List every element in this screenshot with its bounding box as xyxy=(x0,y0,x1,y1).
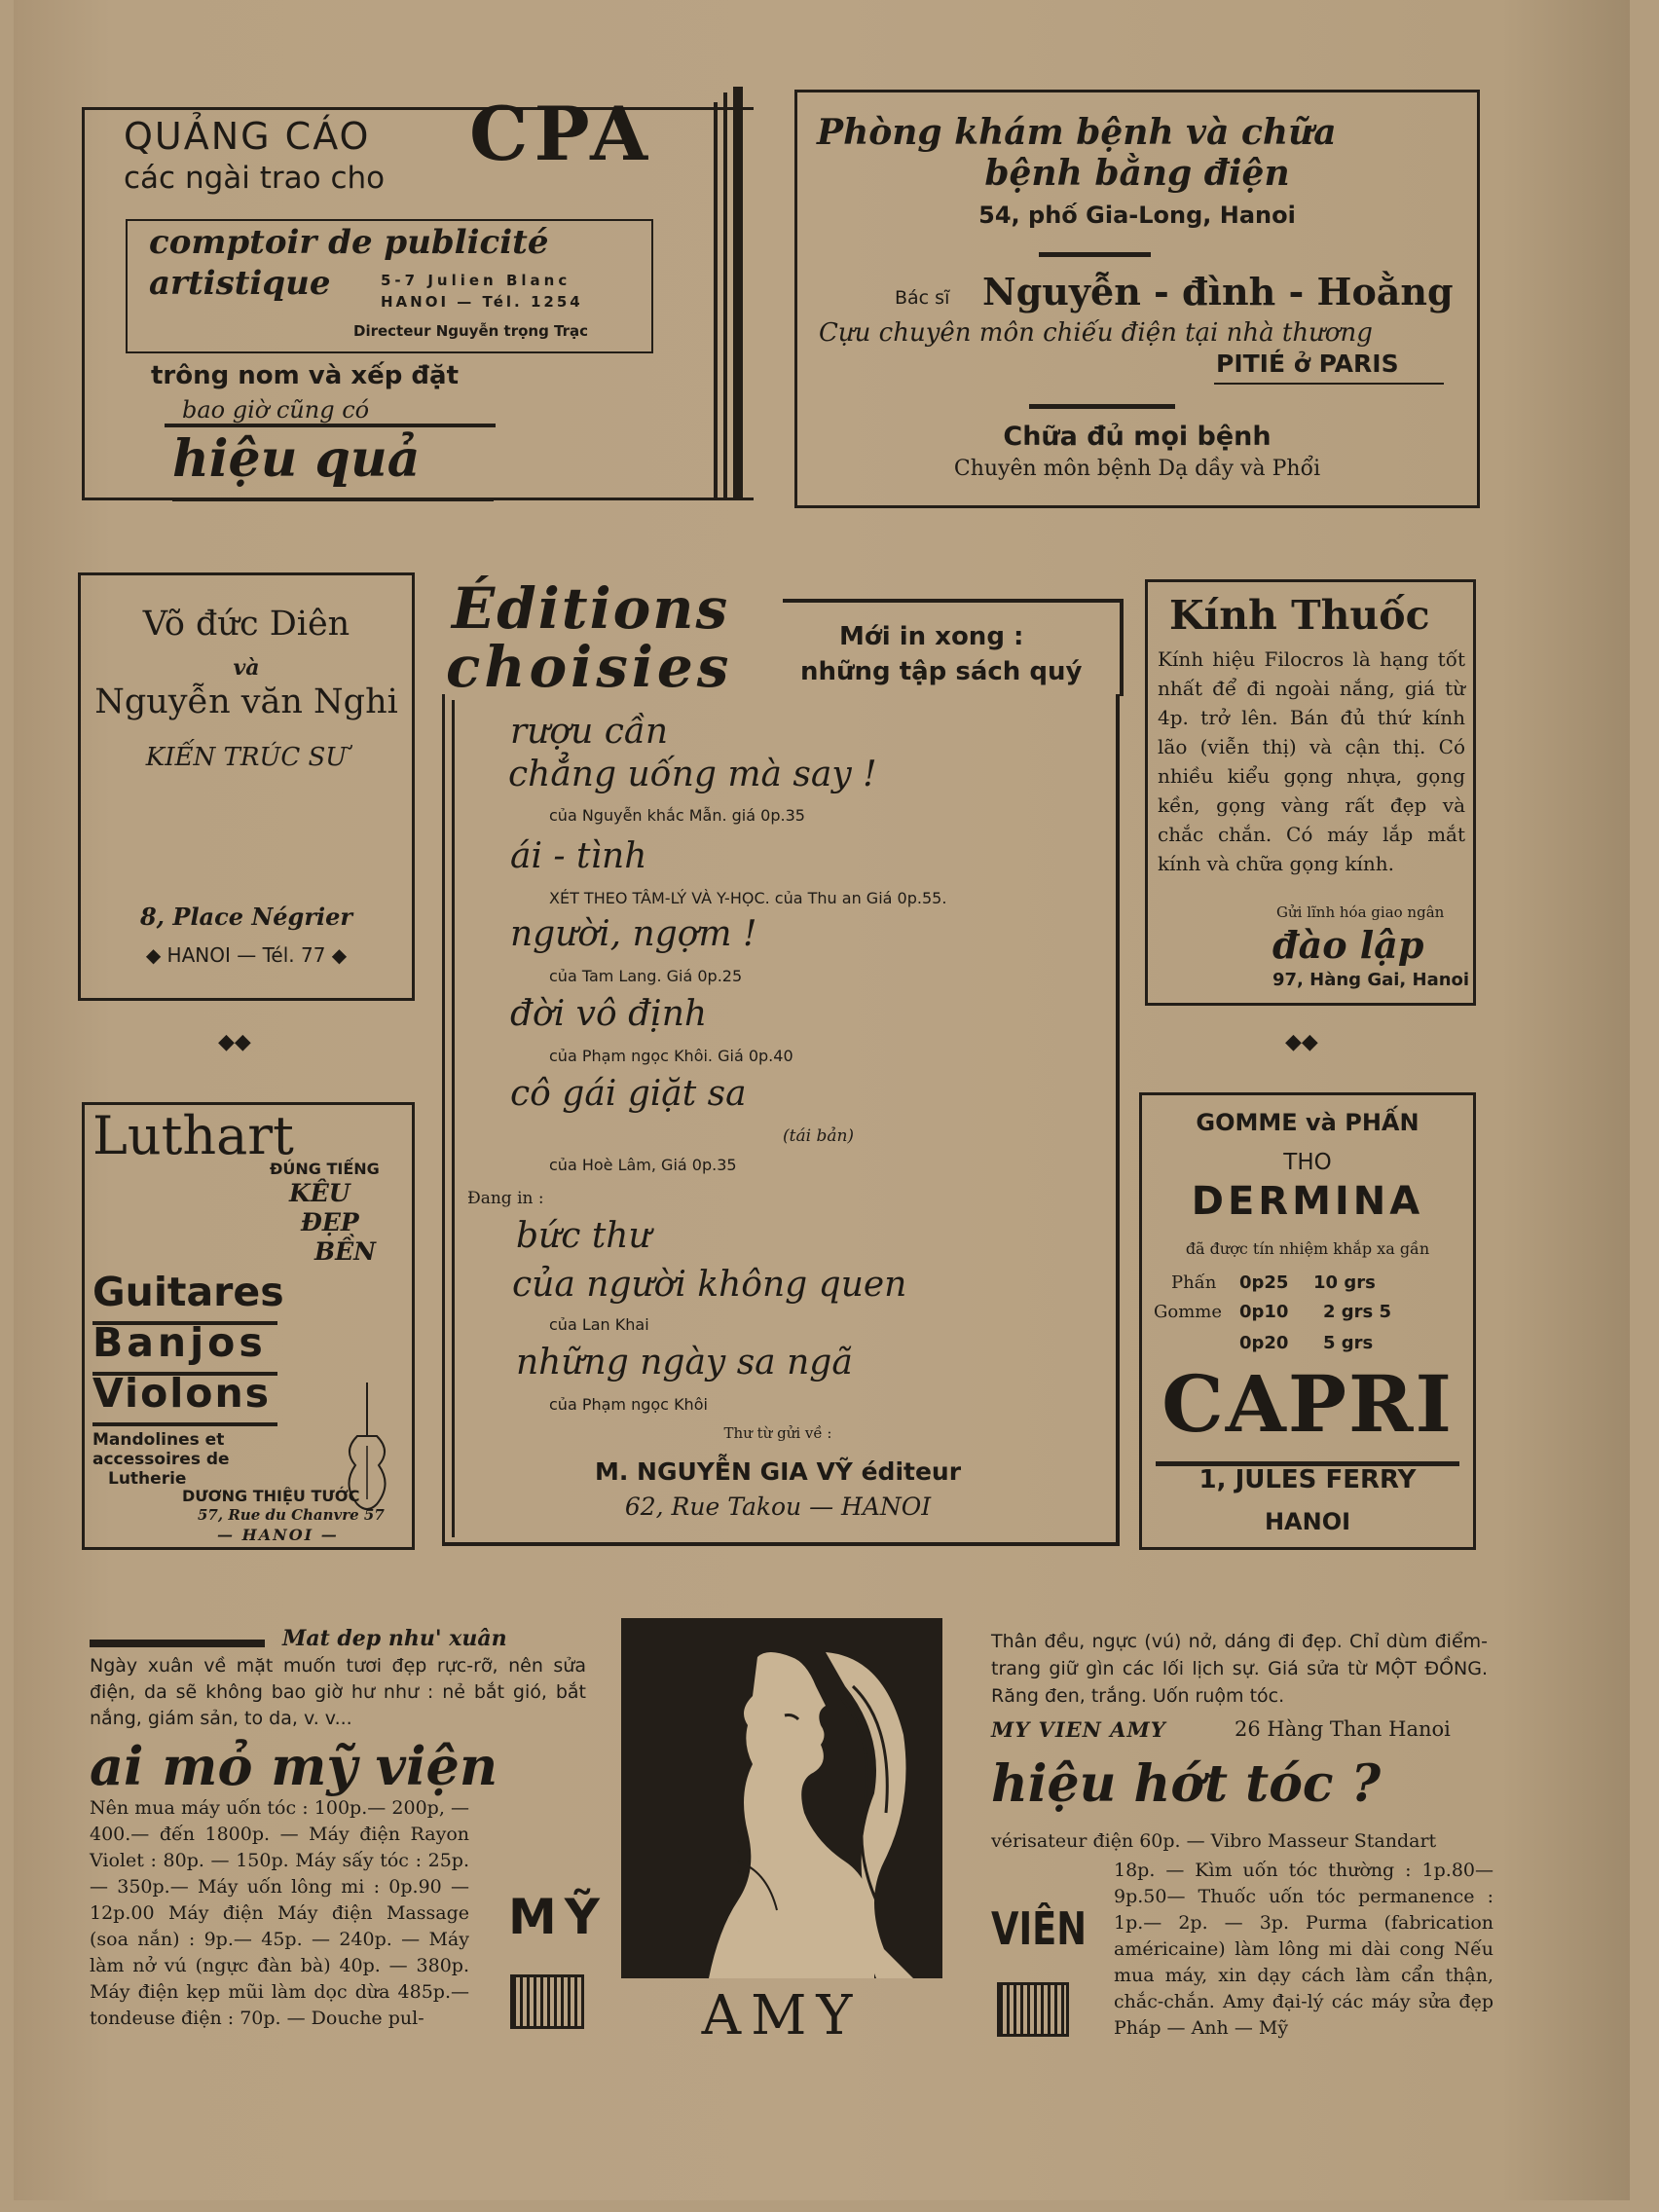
book-3-author: XÉT THEO TÂM-LÝ VÀ Y-HỌC. của Thu an Giá 0p.55. xyxy=(549,889,947,907)
luthart-item-3: Violons xyxy=(92,1370,272,1417)
editions-publisher: M. NGUYỄN GIA VỸ éditeur xyxy=(594,1457,962,1486)
dermina-price-2-label: Gomme xyxy=(1154,1302,1223,1322)
cpa-side-bar-3 xyxy=(733,87,743,499)
clinic-hospital: PITIÉ ở PARIS xyxy=(1216,350,1399,378)
cpa-side-bar-2 xyxy=(723,92,727,499)
clinic-doctor: Nguyễn - đình - Hoằng xyxy=(982,270,1454,313)
clinic-focus: Chuyên môn bệnh Dạ dầy và Phổi xyxy=(953,457,1321,481)
upcoming-2-title: của người không quen xyxy=(512,1265,907,1305)
architect-address: 8, Place Négrier xyxy=(139,903,353,931)
luthart-address: 57, Rue du Chanvre 57 xyxy=(198,1506,385,1524)
luthart-extra-2: accessoires de xyxy=(92,1450,230,1469)
cpa-inner-box xyxy=(126,219,653,353)
amy-right-vertical: VIÊN xyxy=(991,1902,1088,1955)
editions-tag-2: những tập sách quý xyxy=(800,657,1083,686)
ad-glasses xyxy=(1145,579,1476,1006)
amy-right-intro: Thân đều, ngực (vú) nở, dáng đi đẹp. Chỉ dùm điểm-trang giữ gìn các lối lịch sự. Giá sửa từ MỘT ĐỒNG. Răng đen, trắng. Uốn ruộm tóc. xyxy=(991,1631,1488,1707)
ad-cpa xyxy=(82,91,754,500)
book-4-title: người, ngợm ! xyxy=(510,914,757,954)
book-4-author: của Tam Lang. Giá 0p.25 xyxy=(549,967,743,985)
dermina-trust: đã được tín nhiệm khắp xa gần xyxy=(1185,1239,1430,1258)
dermina-line-2: THO xyxy=(1283,1150,1332,1175)
cpa-company-2: artistique xyxy=(149,264,331,303)
ad-amy-right xyxy=(991,1628,1497,2056)
ad-amy-picture xyxy=(621,1618,942,2046)
clinic-rule-1 xyxy=(1039,252,1151,257)
amy-picture-caption: AMY xyxy=(701,1984,863,2047)
architect-name-1: Võ đức Diên xyxy=(142,605,350,644)
amy-right-brand: hiệu hớt tóc ? xyxy=(991,1754,1382,1814)
ad-amy-left xyxy=(90,1626,608,2045)
book-6-title: cô gái giặt sa xyxy=(510,1074,747,1114)
amy-left-rule xyxy=(90,1640,265,1647)
editions-brand-1: Éditions xyxy=(452,575,730,642)
dermina-city: HANOI xyxy=(1264,1508,1351,1535)
ad-luthart xyxy=(82,1102,415,1550)
dermina-price-2-price: 0p10 xyxy=(1239,1302,1289,1322)
clinic-hospital-rule xyxy=(1214,383,1444,385)
cpa-subline: các ngài trao cho xyxy=(124,161,386,196)
dermina-line-1: GOMME và PHẤN xyxy=(1196,1109,1419,1136)
luthart-extra-1: Mandolines et xyxy=(92,1430,225,1450)
book-1-title: rượu cần xyxy=(510,712,669,752)
upcoming-3-author: của Phạm ngọc Khôi xyxy=(549,1395,708,1414)
glasses-address: 97, Hàng Gai, Hanoi xyxy=(1272,970,1470,990)
clinic-rule-2 xyxy=(1029,404,1175,409)
cpa-headline: QUẢNG CÁO xyxy=(124,115,371,158)
upcoming-3-title: những ngày sa ngã xyxy=(516,1343,853,1382)
cpa-company-1: comptoir de publicité xyxy=(149,223,549,262)
editions-tag-1: Mới in xong : xyxy=(839,622,1024,651)
dermina-price-2-weight: 2 grs 5 xyxy=(1323,1302,1392,1322)
amy-right-line-0: vérisateur điện 60p. — Vibro Masseur Standart xyxy=(991,1830,1437,1852)
dermina-brand: DERMINA xyxy=(1191,1179,1424,1224)
book-5-author: của Phạm ngọc Khôi. Giá 0p.40 xyxy=(549,1047,793,1065)
amy-right-comb-icon xyxy=(997,1982,1069,2037)
amy-left-vertical: MỸ xyxy=(508,1889,608,1945)
editions-left-rule xyxy=(452,700,455,1537)
dermina-shop: CAPRI xyxy=(1161,1358,1454,1450)
editions-printing-label: Đang in : xyxy=(467,1189,544,1208)
editions-mail-to: Thư từ gửi về : xyxy=(723,1424,832,1442)
upcoming-2-author: của Lan Khai xyxy=(549,1315,649,1334)
editions-publisher-address: 62, Rue Takou — HANOI xyxy=(624,1493,932,1521)
luthart-brand: Luthart xyxy=(92,1105,294,1166)
dermina-price-1-label: Phấn xyxy=(1171,1272,1217,1293)
amy-left-comb-icon xyxy=(510,1974,584,2029)
luthart-owner: DƯƠNG THIỆU TƯỚC xyxy=(182,1487,360,1505)
luthart-extra-3: Lutherie xyxy=(108,1469,187,1489)
luthart-tag-4: BỀN xyxy=(314,1237,377,1266)
upcoming-1-title: bức thư xyxy=(516,1216,651,1256)
glasses-note: Gửi lĩnh hóa giao ngân xyxy=(1276,903,1445,921)
glasses-title: Kính Thuốc xyxy=(1169,592,1430,639)
luthart-tag-1: ĐÚNG TIẾNG xyxy=(270,1160,380,1178)
book-5-title: đời vô định xyxy=(510,994,708,1034)
woman-portrait-illustration xyxy=(621,1618,942,1988)
clinic-cure: Chữa đủ mọi bệnh xyxy=(1003,422,1272,452)
dermina-price-1-weight: 10 grs xyxy=(1313,1272,1376,1293)
editions-right-rule xyxy=(1120,599,1124,696)
cpa-side-bar-1 xyxy=(714,102,718,499)
cpa-slogan-3: hiệu quả xyxy=(172,429,421,489)
cpa-logo: CPA xyxy=(469,91,654,177)
book-6-reprint: (tái bản) xyxy=(783,1126,855,1146)
ad-clinic xyxy=(794,90,1480,508)
luthart-item-1: Guitares xyxy=(92,1269,284,1315)
amy-left-body: Nên mua máy uốn tóc : 100p.— 200p, — 400.— đến 1800p. — Máy điện Rayon Violet : 80p. — 150p. Máy sấy tóc : 25p. — 350p.— Máy uốn lông mi : 0p.90 — 12p.00 Máy điện Máy điện Massage (soa nắn) : 9p.— 45p. — 240p. — Máy làm nở vú (ngực đàn bà) 40p. — 380p. Máy điện kẹp mũi làm dọc dừa 485p.— tondeuse điện : 70p. — Douche pul- xyxy=(90,1797,469,2029)
book-2-title: chẳng uống mà say ! xyxy=(508,755,877,794)
clinic-specialty: Cựu chuyên môn chiếu điện tại nhà thương xyxy=(819,318,1373,348)
book-6-author: của Hoè Lâm, Giá 0p.35 xyxy=(549,1156,737,1174)
clinic-doctor-prefix: Bác sĩ xyxy=(895,287,950,309)
clinic-line-1: Phòng khám bệnh và chữa xyxy=(817,112,1337,153)
cpa-slogan-rule xyxy=(165,424,496,427)
dermina-price-3-weight: 5 grs xyxy=(1323,1333,1374,1353)
amy-right-signature: MY VIEN AMY xyxy=(991,1717,1166,1742)
architect-name-2: Nguyễn văn Nghi xyxy=(94,682,398,721)
ad-architect xyxy=(78,572,415,1001)
architect-city: ◆ HANOI — Tél. 77 ◆ xyxy=(145,943,348,967)
clinic-address: 54, phố Gia-Long, Hanoi xyxy=(978,202,1296,229)
amy-right-body: 18p. — Kìm uốn tóc thường : 1p.80— 9p.50— Thuốc uốn tóc permanence : 1p.— 2p. — 3p. Purma (fabrication américaine) làm lông mi dài cong Nếu mua máy, xin dạy cách làm cẩn thận, chắc-chắn. Amy đại-lý các máy sửa đẹp Pháp — Anh — Mỹ xyxy=(1114,1860,1493,2039)
editions-brand-2: choisies xyxy=(446,634,733,700)
cpa-city-tel: HANOI — Tél. 1254 xyxy=(381,293,583,311)
luthart-tag-3: ĐẸP xyxy=(301,1208,359,1236)
amy-right-signature-address: 26 Hàng Than Hanoi xyxy=(1235,1717,1451,1741)
architect-and: và xyxy=(233,655,260,681)
glasses-shop: đào lập xyxy=(1272,923,1424,967)
luthart-item-2: Banjos xyxy=(92,1319,267,1366)
architect-title: KIẾN TRÚC SƯ xyxy=(145,743,348,772)
dermina-price-3-price: 0p20 xyxy=(1239,1333,1289,1353)
ad-dermina xyxy=(1139,1092,1476,1550)
dermina-address: 1, JULES FERRY xyxy=(1198,1465,1417,1494)
cpa-slogan-1: trông nom và xếp đặt xyxy=(151,361,459,390)
ad-editions xyxy=(432,575,1124,1548)
cpa-address: 5-7 Julien Blanc xyxy=(381,272,571,289)
editions-top-rule-right xyxy=(783,599,1124,603)
newspaper-sheet xyxy=(14,0,1630,2200)
amy-left-intro: Ngày xuân về mặt muốn tươi đẹp rực-rỡ, nên sửa điện, da sẽ không bao giờ hư như : nẻ bắt gió, bắt nắng, giám sản, to da, v. v... xyxy=(90,1655,586,1729)
cpa-bottom-rule xyxy=(172,498,494,501)
book-2-author: của Nguyễn khắc Mẫn. giá 0p.35 xyxy=(549,806,805,825)
separator-left: ◆◆ xyxy=(218,1030,251,1054)
separator-right: ◆◆ xyxy=(1285,1030,1318,1054)
amy-left-headline: Mat dep nhu' xuân xyxy=(282,1626,507,1651)
luthart-city: — HANOI — xyxy=(217,1526,339,1544)
luthart-tag-2: KÊU xyxy=(289,1179,350,1207)
book-3-title: ái - tình xyxy=(510,836,647,876)
glasses-body: Kính hiệu Filocros là hạng tốt nhất để đi ngoài nắng, giá từ 4p. trở lên. Bán đủ thứ kính lão (viễn thị) và cận thị. Có nhiều kiểu gọng nhựa, gọng kền, gọng vàng rất đẹp và chắc chắn. Có máy lắp mắt kính và chữa gọng kính. xyxy=(1158,647,1465,875)
amy-left-brand: ai mỏ mỹ viện xyxy=(90,1735,498,1797)
luthart-rule-3 xyxy=(92,1422,277,1426)
clinic-line-2: bệnh bằng điện xyxy=(984,153,1290,194)
cpa-director: Directeur Nguyễn trọng Trạc xyxy=(353,322,589,340)
dermina-price-1-price: 0p25 xyxy=(1239,1272,1289,1293)
cpa-slogan-2: bao giờ cũng có xyxy=(182,396,370,424)
